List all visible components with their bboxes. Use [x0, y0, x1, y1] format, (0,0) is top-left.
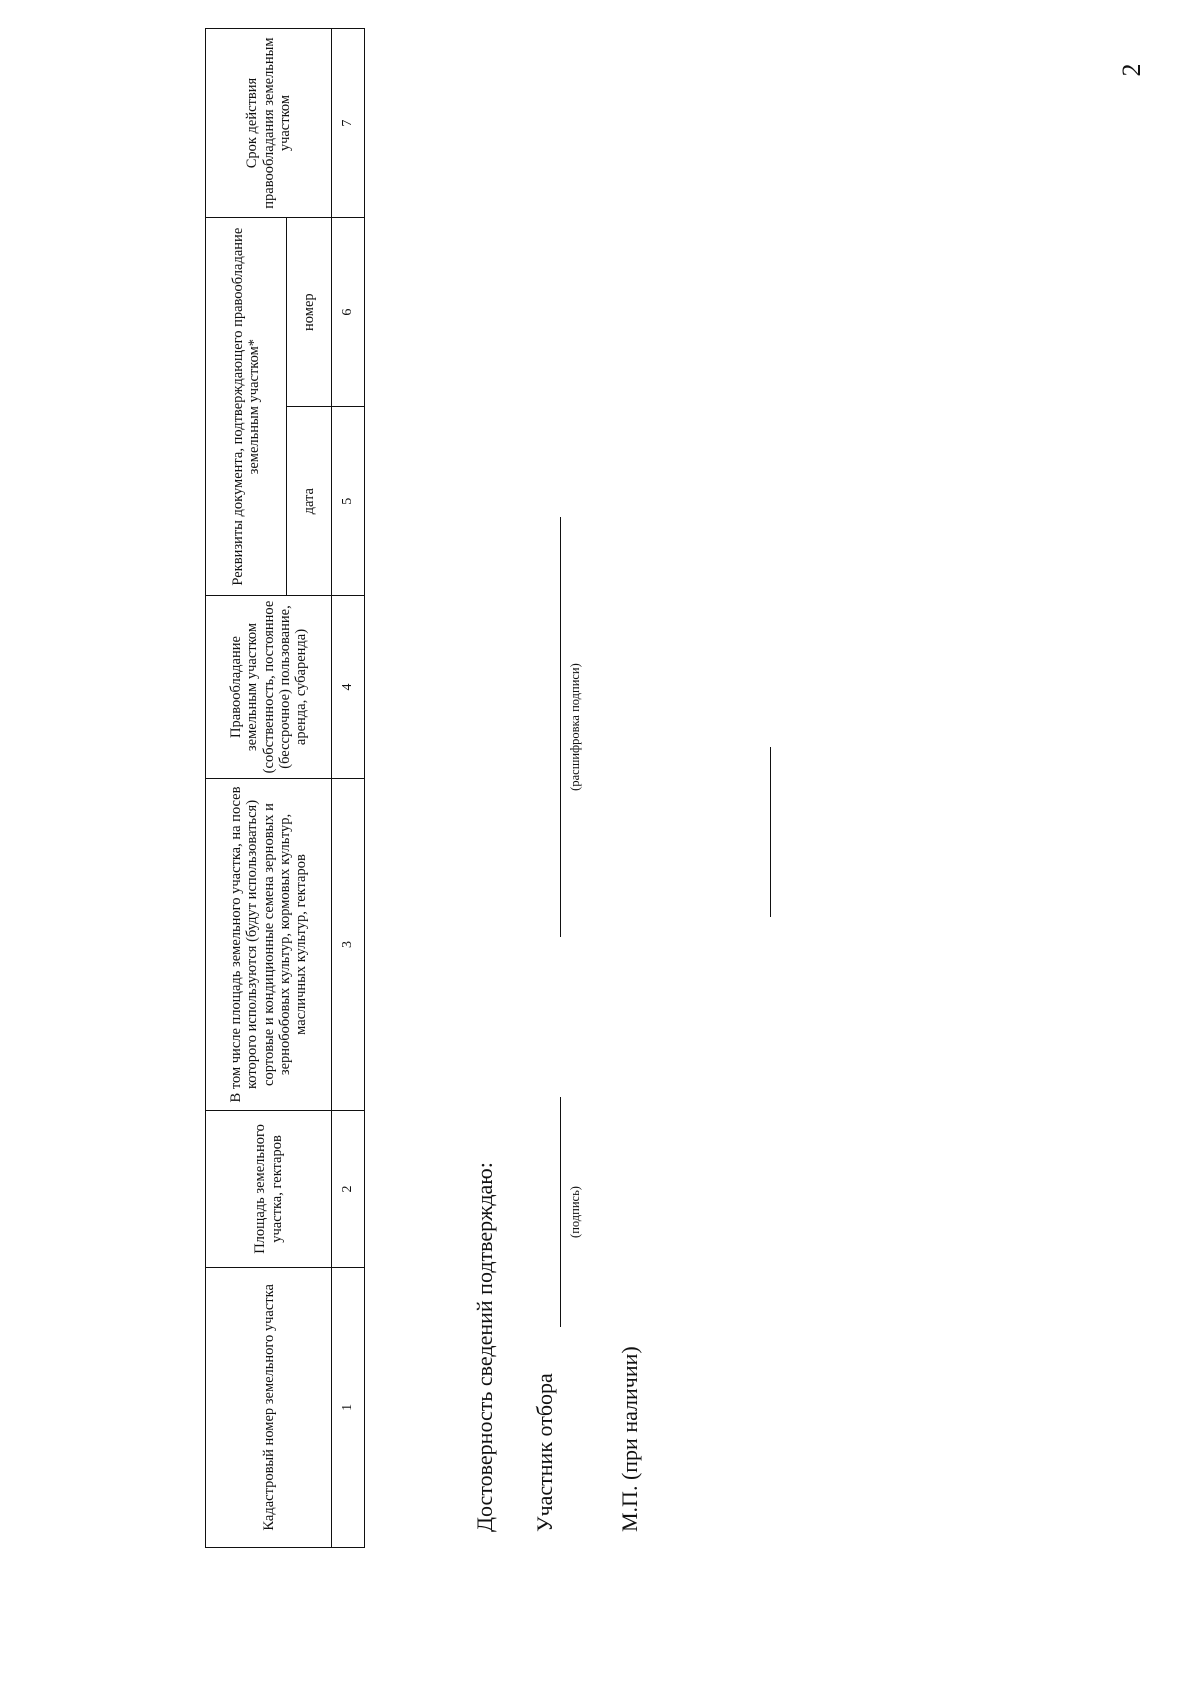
header-document-details: Реквизиты документа, подтверждающего правообладание земельным участком* — [206, 218, 287, 596]
stamp-label: М.П. (при наличии) — [617, 1346, 642, 1532]
header-ownership: Правообладание земельным участком (собственность, постоянное (бессрочное) пользование, аренда, субаренда) — [206, 596, 332, 779]
table-header-row — [206, 29, 287, 1548]
participant-label: Участник отбора — [532, 1373, 557, 1532]
page-number: 2 — [1117, 63, 1146, 77]
column-number: 1 — [332, 1267, 365, 1547]
table-column-number-row — [332, 29, 365, 1548]
signature-decode-line — [560, 517, 561, 937]
header-plot-area: Площадь земельного участка, гектаров — [206, 1111, 332, 1267]
signature-line — [560, 1097, 561, 1327]
column-number: 4 — [332, 596, 365, 779]
header-date: дата — [287, 407, 332, 596]
header-seed-area: В том числе площадь земельного участка, на посев которого используются (будут использоваться) сортовые и кондиционные семена зерновых и зернобобовых культур, кормовых культур, масличных культур, гектаров — [206, 778, 332, 1110]
land-plot-table — [205, 28, 365, 1548]
header-ownership-term: Срок действия правообладания земельным участком — [206, 29, 332, 218]
header-number: номер — [287, 218, 332, 407]
column-number: 2 — [332, 1111, 365, 1267]
column-number: 7 — [332, 29, 365, 218]
confirmation-statement: Достоверность сведений подтверждаю: — [472, 1162, 497, 1532]
date-line — [770, 747, 771, 917]
column-number: 6 — [332, 218, 365, 407]
signature-decode-caption: (расшифровка подписи) — [568, 663, 582, 791]
signature-caption: (подпись) — [568, 1186, 582, 1238]
column-number: 5 — [332, 407, 365, 596]
column-number: 3 — [332, 778, 365, 1110]
header-cadastral-number: Кадастровый номер земельного участка — [206, 1267, 332, 1547]
